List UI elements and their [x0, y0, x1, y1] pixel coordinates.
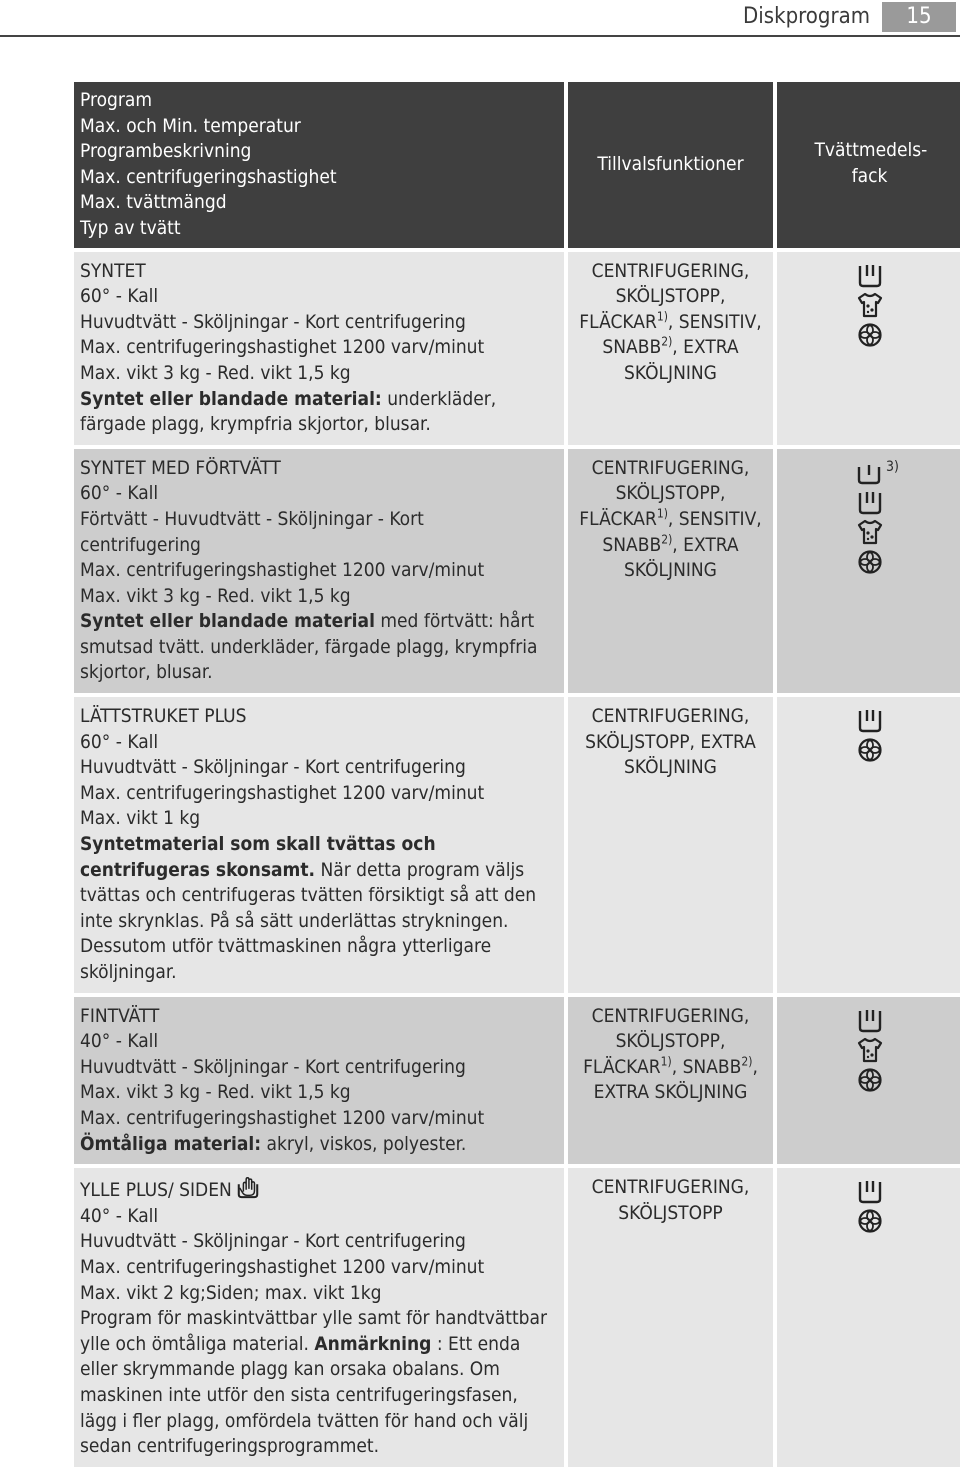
options-text: , EXTRA SKÖLJNING: [624, 336, 739, 384]
program-description: [80, 1307, 547, 1457]
softener-compartment-icon: [857, 1208, 883, 1234]
program-detail: 60° - Kall: [80, 482, 159, 505]
laundry-type-text: underkläder, färgade plagg, krympfria skjortor, blusar.: [80, 387, 497, 436]
options-cell: [568, 697, 773, 993]
program-detail: Huvudtvätt - Sköljningar - Kort centrifugering: [80, 310, 466, 333]
program-name: LÄTTSTRUKET PLUS: [80, 705, 247, 728]
softener-compartment-icon: [857, 549, 883, 575]
softener-compartment-icon: [857, 737, 883, 763]
laundry-type-text: När detta program väljs tvättas och centrifugeras tvätten försiktigt så att den inte skrynklas. På så sätt underlättas strykningen. Dessutom utför tvättmaskinen några ytterligare sköljningar.: [80, 858, 537, 983]
section-title: Diskprogram: [743, 4, 870, 29]
program-detail: Max. vikt 1 kg: [80, 807, 201, 830]
header-detergent-label: Tvättmedels-fack: [814, 139, 928, 187]
detergent-icons: [857, 262, 883, 348]
header-program-line: Program: [80, 89, 153, 111]
detergent-icons: [840, 459, 899, 575]
options-text: CENTRIFUGERING, SKÖLJSTOPP: [591, 1176, 750, 1224]
prewash-row: [856, 459, 899, 485]
header-program-line: Max. centrifugeringshastighet: [80, 165, 337, 188]
detergent-icons: [857, 1007, 883, 1093]
program-description: [80, 1133, 466, 1155]
main-wash-compartment-icon: [857, 1007, 883, 1033]
program-detail: 60° - Kall: [80, 285, 159, 308]
main-wash-compartment-icon: [857, 1178, 883, 1204]
program-cell: [74, 449, 564, 693]
program-name: FINTVÄTT: [80, 1004, 160, 1027]
header-rule: [0, 35, 960, 37]
header-program-line: Max. tvättmängd: [80, 191, 227, 214]
options-cell: [568, 1168, 773, 1467]
header-detergent-column: [777, 82, 960, 248]
program-detail: 40° - Kall: [80, 1204, 159, 1227]
laundry-type-label: Syntetmaterial som skall tvättas och centrifugeras skonsamt.: [80, 833, 436, 881]
options-text: CENTRIFUGERING, SKÖLJSTOPP, FLÄCKAR: [579, 259, 750, 333]
footnote-marker: 3): [886, 458, 899, 475]
program-detail: Huvudtvätt - Sköljningar - Kort centrifugering: [80, 756, 466, 779]
program-detail: Max. vikt 3 kg - Red. vikt 1,5 kg: [80, 361, 351, 384]
program-detail: Max. vikt 3 kg - Red. vikt 1,5 kg: [80, 584, 351, 607]
program-detail: 60° - Kall: [80, 730, 159, 753]
softener-compartment-icon: [857, 1067, 883, 1093]
program-name: SYNTET: [80, 259, 146, 282]
options-text: , EXTRA SKÖLJNING: [624, 533, 739, 582]
main-wash-compartment-icon: [857, 262, 883, 288]
program-description: [80, 833, 536, 983]
options-text: CENTRIFUGERING, SKÖLJSTOPP, FLÄCKAR: [579, 456, 750, 530]
program-detail: Max. centrifugeringshastighet 1200 varv/minut: [80, 781, 485, 804]
options-cell: [568, 449, 773, 693]
laundry-type-label: Syntet eller blandade material: [80, 610, 375, 633]
program-name: SYNTET MED FÖRTVÄTT: [80, 456, 281, 479]
laundry-type-text: med förtvätt: hårt smutsad tvätt. underkläder, färgade plagg, krympfria skjortor, blusar.: [80, 610, 538, 684]
header-program-line: Programbeskrivning: [80, 140, 252, 163]
program-detail: 40° - Kall: [80, 1030, 159, 1053]
laundry-type-text: Program för maskintvättbar ylle samt för handtvättbar ylle och ömtåliga material.: [80, 1307, 548, 1355]
program-detail: Max. vikt 3 kg - Red. vikt 1,5 kg: [80, 1081, 351, 1104]
program-cell: [74, 997, 564, 1165]
options-cell: [568, 997, 773, 1165]
footnote-marker: 2): [661, 335, 673, 350]
page-number: 15: [882, 2, 956, 32]
options-cell: [568, 252, 773, 445]
stain-remover-compartment-icon: [857, 519, 883, 545]
main-wash-compartment-icon: [857, 489, 883, 515]
options-text: , SENSITIV, SNABB: [602, 310, 762, 359]
footnote-marker: 1): [656, 309, 668, 324]
laundry-type-label: Syntet eller blandade material:: [80, 387, 382, 410]
program-detail: Max. centrifugeringshastighet 1200 varv/minut: [80, 336, 485, 359]
softener-compartment-icon: [857, 322, 883, 348]
prewash-compartment-icon: [856, 459, 882, 485]
detergent-icons: [857, 1178, 883, 1234]
main-wash-compartment-icon: [857, 707, 883, 733]
footnote-marker: 1): [656, 506, 668, 521]
table-row: [74, 252, 960, 445]
options-text: CENTRIFUGERING, SKÖLJSTOPP, EXTRA SKÖLJNING: [585, 705, 756, 779]
options-text: , SNABB: [671, 1055, 742, 1078]
stain-remover-compartment-icon: [857, 292, 883, 318]
program-description: [80, 610, 537, 683]
note-text: : Ett enda eller skrymmande plagg kan orsaka obalans. Om maskinen inte utför den sista centrifugeringsfasen, lägg i fler plagg, omfördela tvätten för hand och välj sedan centrifugeringsprogrammet.: [80, 1332, 529, 1458]
program-detail: Huvudtvätt - Sköljningar - Kort centrifugering: [80, 1055, 466, 1078]
laundry-type-text: akryl, viskos, polyester.: [261, 1132, 467, 1155]
table-row: [74, 697, 960, 993]
detergent-cell: [777, 997, 960, 1165]
program-table: [70, 78, 960, 1471]
program-cell: [74, 1168, 564, 1467]
detergent-cell: [777, 697, 960, 993]
header-program-column: [74, 82, 564, 248]
options-text: , EXTRA SKÖLJNING: [593, 1055, 758, 1104]
detergent-icons: [857, 707, 883, 763]
hand-wash-wool-icon: [236, 1175, 260, 1199]
program-cell: [74, 252, 564, 445]
program-detail: Max. centrifugeringshastighet 1200 varv/minut: [80, 1255, 485, 1278]
options-text: , SENSITIV, SNABB: [602, 507, 762, 556]
program-detail: Max. centrifugeringshastighet 1200 varv/minut: [80, 1106, 485, 1129]
table-row: [74, 997, 960, 1165]
options-text: CENTRIFUGERING, SKÖLJSTOPP, FLÄCKAR: [583, 1004, 750, 1078]
footnote-marker: 2): [741, 1054, 753, 1069]
program-cell: [74, 697, 564, 993]
table-row: [74, 449, 960, 693]
program-detail: Max. vikt 2 kg;Siden; max. vikt 1kg: [80, 1281, 382, 1304]
laundry-type-label: Ömtåliga material:: [80, 1132, 262, 1155]
page-header: [0, 0, 960, 38]
note-label: Anmärkning: [314, 1332, 432, 1355]
header-program-line: Typ av tvätt: [80, 216, 181, 239]
footnote-marker: 2): [661, 532, 673, 547]
footnote-marker: 1): [660, 1054, 672, 1069]
table-row: [74, 1168, 960, 1467]
program-detail: Huvudtvätt - Sköljningar - Kort centrifugering: [80, 1230, 466, 1253]
program-description: [80, 388, 496, 436]
program-detail: Förtvätt - Huvudtvätt - Sköljningar - Kort centrifugering: [80, 507, 424, 556]
header-options-column: Tillvalsfunktioner: [568, 82, 773, 248]
detergent-cell: [777, 1168, 960, 1467]
program-name: YLLE PLUS/ SIDEN: [80, 1179, 232, 1202]
stain-remover-compartment-icon: [857, 1037, 883, 1063]
detergent-cell: [777, 252, 960, 445]
program-detail: Max. centrifugeringshastighet 1200 varv/minut: [80, 559, 485, 582]
table-header-row: [74, 82, 960, 248]
program-name-wrapper: [80, 1175, 550, 1204]
header-program-line: Max. och Min. temperatur: [80, 114, 301, 137]
detergent-cell: [777, 449, 960, 693]
